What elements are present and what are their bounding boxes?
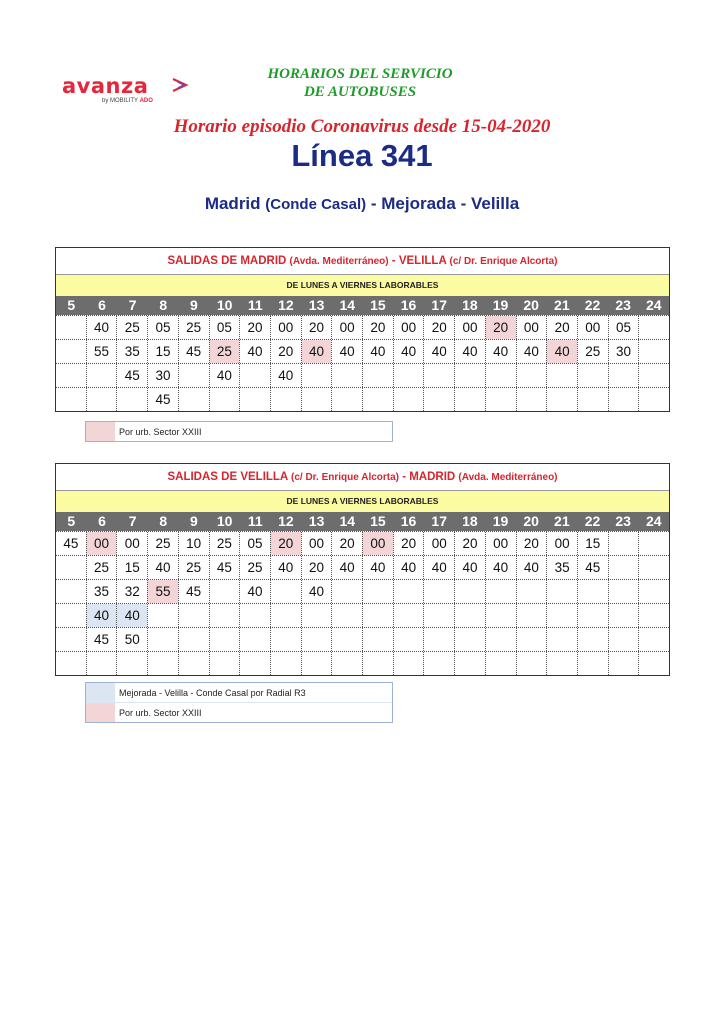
table1-days: DE LUNES A VIERNES LABORABLES [56, 275, 669, 296]
departure-cell [577, 388, 608, 411]
departure-cell: 40 [485, 556, 516, 579]
hour-header-7: 7 [128, 513, 137, 529]
hour-header-10: 10 [216, 513, 233, 529]
hour-header-12: 12 [278, 513, 294, 529]
departure-cell: 05 [147, 316, 178, 339]
hour-header-17: 17 [431, 297, 447, 313]
departure-cell [393, 604, 424, 627]
table2-title-b: (c/ Dr. Enrique Alcorta) [291, 472, 399, 483]
departure-cell [209, 580, 240, 603]
departure-cell [209, 388, 240, 411]
departure-cell [516, 652, 547, 675]
hour-header-16: 16 [400, 513, 417, 529]
table-row [56, 627, 669, 651]
departure-cell [239, 364, 270, 387]
departure-cell: 45 [86, 628, 117, 651]
departure-cell [546, 364, 577, 387]
page-subtitle: Horario episodio Coronavirus desde 15-04-2020 [173, 116, 551, 137]
departure-cell [362, 628, 393, 651]
departure-cell: 00 [362, 532, 393, 555]
departure-cell [608, 580, 639, 603]
departure-cell: 35 [116, 340, 147, 363]
departure-cell: 55 [86, 340, 117, 363]
logo-sub-suffix: ADO [139, 98, 153, 104]
hour-header-13: 13 [308, 513, 325, 529]
table1-legend [85, 421, 393, 442]
departure-cell [301, 652, 332, 675]
departure-cell: 05 [209, 316, 240, 339]
departure-cell [608, 604, 639, 627]
departure-cell [454, 652, 485, 675]
departure-cell [485, 604, 516, 627]
departure-cell: 40 [239, 580, 270, 603]
departure-cell [270, 580, 301, 603]
departure-cell [485, 580, 516, 603]
departure-cell: 00 [485, 532, 516, 555]
avanza-logo [62, 74, 192, 106]
departure-cell: 00 [423, 532, 454, 555]
departure-cell [301, 388, 332, 411]
hour-header-21: 21 [554, 297, 570, 313]
departure-cell: 40 [454, 340, 485, 363]
table1-title-b: (Avda. Mediterráneo) [289, 256, 389, 267]
departure-cell [116, 388, 147, 411]
departure-cell: 40 [331, 556, 362, 579]
departure-cell: 25 [239, 556, 270, 579]
hour-header-8: 8 [159, 513, 168, 529]
departure-cell: 40 [239, 340, 270, 363]
departure-cell [178, 652, 209, 675]
hour-header-21: 21 [554, 513, 570, 529]
departure-cell: 40 [86, 604, 117, 627]
departure-cell: 00 [301, 532, 332, 555]
departure-cell [147, 628, 178, 651]
departure-cell [485, 628, 516, 651]
hour-header-5: 5 [67, 297, 76, 313]
departure-cell: 45 [209, 556, 240, 579]
departure-cell [270, 604, 301, 627]
departure-cell [331, 364, 362, 387]
hour-header-24: 24 [646, 297, 662, 313]
departure-cell: 20 [270, 340, 301, 363]
departure-cell [638, 628, 669, 651]
table-row [56, 531, 669, 555]
departure-cell [239, 652, 270, 675]
legend-swatch [86, 683, 115, 702]
departure-cell: 20 [362, 316, 393, 339]
departure-cell: 00 [516, 316, 547, 339]
departure-cell [638, 340, 669, 363]
departure-cell [638, 556, 669, 579]
hour-header-9: 9 [190, 513, 198, 529]
table1-title-d: (c/ Dr. Enrique Alcorta) [449, 256, 558, 267]
departure-cell: 40 [362, 340, 393, 363]
departure-cell: 40 [516, 556, 547, 579]
departure-cell: 40 [454, 556, 485, 579]
departure-cell [270, 628, 301, 651]
departure-cell [577, 604, 608, 627]
departure-cell: 15 [116, 556, 147, 579]
departure-cell [239, 388, 270, 411]
departure-cell [331, 652, 362, 675]
table1-hours-row [56, 296, 669, 315]
departure-cell [86, 364, 117, 387]
departure-cell: 40 [516, 340, 547, 363]
departure-cell [116, 652, 147, 675]
departure-cell: 25 [86, 556, 117, 579]
departure-cell [577, 628, 608, 651]
departure-cell: 25 [147, 532, 178, 555]
departure-cell [178, 388, 209, 411]
hour-header-22: 22 [584, 297, 601, 313]
departure-cell [608, 652, 639, 675]
hour-header-9: 9 [190, 297, 198, 313]
departure-cell [270, 388, 301, 411]
hour-header-18: 18 [462, 513, 478, 529]
departure-cell [577, 652, 608, 675]
departure-cell: 45 [577, 556, 608, 579]
departure-cell: 00 [393, 316, 424, 339]
table-row [56, 363, 669, 387]
departure-cell [270, 652, 301, 675]
logo-sub-brand: MOBILITY [110, 98, 138, 104]
hour-header-19: 19 [492, 513, 509, 529]
hour-header-19: 19 [492, 297, 509, 313]
departure-cell [454, 604, 485, 627]
departure-cell: 40 [423, 556, 454, 579]
departure-cell [393, 364, 424, 387]
departure-cell [331, 580, 362, 603]
departure-cell: 00 [86, 532, 117, 555]
departure-cell [86, 652, 117, 675]
departure-cell [56, 556, 86, 579]
departure-cell [178, 628, 209, 651]
departure-cell [178, 364, 209, 387]
departure-cell: 20 [516, 532, 547, 555]
departure-cell [546, 652, 577, 675]
line-title: Línea 341 [291, 138, 433, 173]
departure-cell: 20 [331, 532, 362, 555]
departure-cell: 20 [485, 316, 516, 339]
departure-cell: 45 [116, 364, 147, 387]
legend-swatch [86, 422, 115, 441]
departure-cell: 35 [546, 556, 577, 579]
legend-item [86, 683, 392, 702]
departure-cell [485, 388, 516, 411]
departure-cell: 40 [393, 556, 424, 579]
table2-title-c: - MADRID [399, 471, 459, 483]
departure-cell: 40 [209, 364, 240, 387]
departure-cell [331, 604, 362, 627]
departure-cell: 20 [301, 316, 332, 339]
table2-title-a: SALIDAS DE VELILLA [167, 471, 292, 483]
hour-header-14: 14 [339, 297, 356, 313]
hour-header-18: 18 [462, 297, 478, 313]
departure-cell [209, 652, 240, 675]
departure-cell [516, 580, 547, 603]
departure-cell [331, 628, 362, 651]
departure-cell [301, 628, 332, 651]
table2-legend [85, 682, 393, 723]
departure-cell [608, 556, 639, 579]
hour-header-8: 8 [159, 297, 168, 313]
departure-cell: 20 [239, 316, 270, 339]
departure-cell [178, 604, 209, 627]
departure-cell [423, 364, 454, 387]
departure-cell: 20 [423, 316, 454, 339]
hour-header-22: 22 [584, 513, 601, 529]
departure-cell [638, 388, 669, 411]
departure-cell [608, 532, 639, 555]
departure-cell: 20 [301, 556, 332, 579]
departure-cell [577, 580, 608, 603]
departure-cell [147, 652, 178, 675]
departure-cell [147, 604, 178, 627]
departure-cell: 25 [209, 340, 240, 363]
departure-cell: 40 [423, 340, 454, 363]
departure-cell [638, 532, 669, 555]
logo-sub-prefix: by [102, 98, 109, 104]
table2-title [56, 464, 669, 491]
departure-cell [56, 388, 86, 411]
hour-header-15: 15 [370, 513, 386, 529]
departure-cell [239, 628, 270, 651]
departure-cell [86, 388, 117, 411]
header-title-line2: DE AUTOBUSES [303, 84, 417, 100]
table-row [56, 315, 669, 339]
header-title-line1: HORARIOS DEL SERVICIO [267, 66, 453, 82]
table1-title [56, 248, 669, 275]
hour-header-6: 6 [98, 297, 106, 313]
departure-cell [301, 604, 332, 627]
departure-cell [454, 364, 485, 387]
departure-cell: 00 [454, 316, 485, 339]
departure-cell: 40 [301, 340, 332, 363]
departure-cell [546, 580, 577, 603]
departure-cell [638, 580, 669, 603]
route-origin: Madrid [204, 194, 266, 213]
departure-cell [577, 364, 608, 387]
departure-cell: 25 [209, 532, 240, 555]
hour-header-13: 13 [308, 297, 325, 313]
departure-cell [423, 652, 454, 675]
departure-cell [608, 628, 639, 651]
departure-cell [638, 364, 669, 387]
hour-header-23: 23 [615, 297, 631, 313]
hour-header-23: 23 [615, 513, 631, 529]
hour-header-20: 20 [523, 513, 539, 529]
departure-cell [423, 580, 454, 603]
table-row [56, 603, 669, 627]
departure-cell: 32 [116, 580, 147, 603]
departure-cell [56, 316, 86, 339]
departure-cell: 20 [546, 316, 577, 339]
hour-header-5: 5 [67, 513, 76, 529]
legend-item [86, 702, 392, 722]
departure-cell [362, 580, 393, 603]
departure-cell [56, 580, 86, 603]
departure-cell [516, 388, 547, 411]
timetable-velilla-madrid [55, 463, 670, 676]
departure-cell [454, 628, 485, 651]
route-origin-detail: (Conde Casal) [265, 196, 367, 213]
table1-grid [56, 315, 669, 411]
departure-cell [209, 628, 240, 651]
legend-item [86, 422, 392, 441]
table-row [56, 579, 669, 603]
departure-cell [638, 652, 669, 675]
logo-subtitle [102, 98, 153, 104]
departure-cell: 25 [178, 556, 209, 579]
departure-cell: 50 [116, 628, 147, 651]
hour-header-12: 12 [278, 297, 294, 313]
departure-cell: 40 [86, 316, 117, 339]
departure-cell: 05 [608, 316, 639, 339]
departure-cell [638, 604, 669, 627]
hour-header-16: 16 [400, 297, 417, 313]
hour-header-11: 11 [247, 297, 263, 313]
departure-cell: 30 [608, 340, 639, 363]
hour-header-15: 15 [370, 297, 386, 313]
timetable-madrid-velilla [55, 247, 670, 412]
departure-cell: 20 [393, 532, 424, 555]
hour-header-7: 7 [128, 297, 137, 313]
departure-cell: 40 [270, 556, 301, 579]
departure-cell [546, 604, 577, 627]
departure-cell: 45 [147, 388, 178, 411]
departure-cell [454, 388, 485, 411]
legend-label: Mejorada - Velilla - Conde Casal por Radial R3 [119, 687, 306, 698]
table2-days: DE LUNES A VIERNES LABORABLES [56, 491, 669, 512]
legend-swatch [86, 703, 115, 722]
hour-header-14: 14 [339, 513, 356, 529]
departure-cell [239, 604, 270, 627]
departure-cell: 40 [116, 604, 147, 627]
departure-cell: 30 [147, 364, 178, 387]
hour-header-6: 6 [98, 513, 106, 529]
departure-cell [546, 628, 577, 651]
departure-cell: 15 [577, 532, 608, 555]
departure-cell [56, 652, 86, 675]
table2-hours-row [56, 512, 669, 531]
departure-cell [516, 604, 547, 627]
departure-cell [362, 652, 393, 675]
departure-cell [393, 628, 424, 651]
departure-cell: 00 [577, 316, 608, 339]
departure-cell: 40 [331, 340, 362, 363]
route-rest: - Mejorada - Velilla [366, 194, 520, 213]
departure-cell [546, 388, 577, 411]
departure-cell [56, 364, 86, 387]
departure-cell [608, 388, 639, 411]
table-row [56, 339, 669, 363]
departure-cell: 15 [147, 340, 178, 363]
departure-cell [516, 628, 547, 651]
table2-title-d: (Avda. Mediterráneo) [458, 472, 558, 483]
departure-cell: 40 [301, 580, 332, 603]
departure-cell: 45 [63, 536, 79, 551]
hour-header-17: 17 [431, 513, 447, 529]
departure-cell [423, 388, 454, 411]
departure-cell: 40 [270, 364, 301, 387]
departure-cell [362, 364, 393, 387]
departure-cell: 25 [577, 340, 608, 363]
departure-cell: 05 [239, 532, 270, 555]
departure-cell [331, 388, 362, 411]
departure-cell: 55 [147, 580, 178, 603]
departure-cell [209, 604, 240, 627]
departure-cell [516, 364, 547, 387]
departure-cell [423, 628, 454, 651]
departure-cell [56, 604, 86, 627]
table-row [56, 387, 669, 411]
departure-cell: 40 [147, 556, 178, 579]
departure-cell: 40 [485, 340, 516, 363]
hour-header-20: 20 [523, 297, 539, 313]
legend-label: Por urb. Sector XXIII [119, 707, 202, 718]
hour-header-24: 24 [646, 513, 662, 529]
table-row [56, 555, 669, 579]
departure-cell: 20 [270, 532, 301, 555]
table1-title-a: SALIDAS DE MADRID [167, 255, 290, 267]
departure-cell [393, 388, 424, 411]
departure-cell: 00 [270, 316, 301, 339]
hour-header-11: 11 [247, 513, 263, 529]
table-row [56, 651, 669, 675]
table2-grid [56, 531, 669, 675]
logo-arrow-icon [172, 77, 190, 98]
departure-cell: 40 [393, 340, 424, 363]
departure-cell [362, 388, 393, 411]
departure-cell: 00 [116, 532, 147, 555]
hour-header-10: 10 [216, 297, 233, 313]
departure-cell: 20 [454, 532, 485, 555]
departure-cell: 25 [178, 316, 209, 339]
departure-cell [485, 364, 516, 387]
departure-cell [56, 340, 86, 363]
departure-cell [454, 580, 485, 603]
departure-cell [423, 604, 454, 627]
departure-cell: 00 [331, 316, 362, 339]
departure-cell [608, 364, 639, 387]
departure-cell: 10 [178, 532, 209, 555]
departure-cell [301, 364, 332, 387]
departure-cell [56, 628, 86, 651]
route-title [0, 194, 724, 214]
logo-wordmark: avanza [62, 74, 149, 98]
departure-cell: 40 [362, 556, 393, 579]
departure-cell [362, 604, 393, 627]
departure-cell: 25 [116, 316, 147, 339]
table1-title-c: - VELILLA [388, 255, 450, 267]
departure-cell [393, 652, 424, 675]
departure-cell [638, 316, 669, 339]
legend-label: Por urb. Sector XXIII [119, 426, 202, 437]
departure-cell: 40 [546, 340, 577, 363]
departure-cell: 45 [178, 580, 209, 603]
departure-cell: 35 [86, 580, 117, 603]
departure-cell: 00 [546, 532, 577, 555]
departure-cell [393, 580, 424, 603]
departure-cell: 45 [178, 340, 209, 363]
departure-cell [485, 652, 516, 675]
